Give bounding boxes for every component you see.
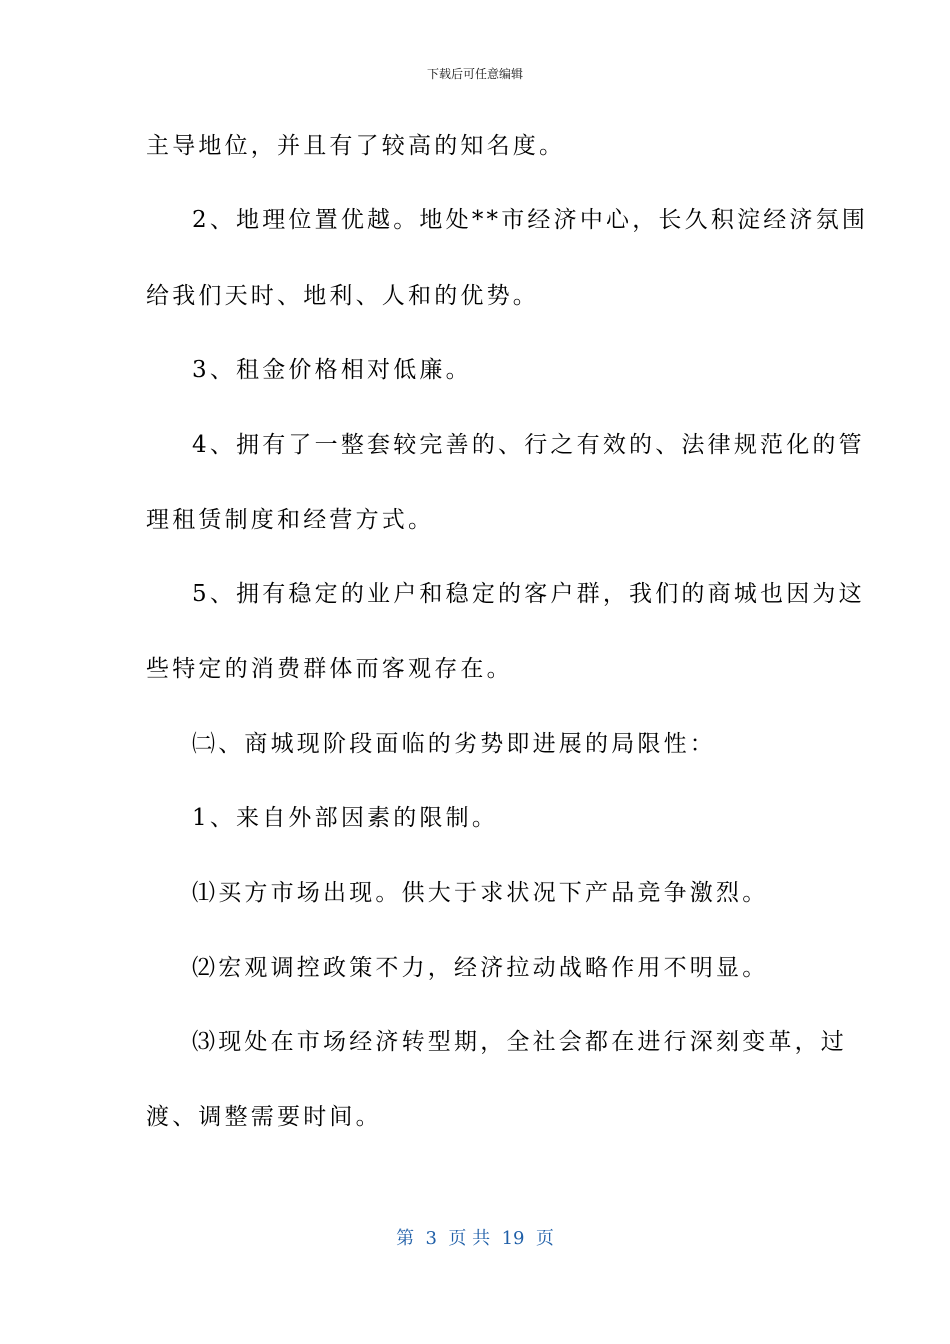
paragraph-line-8: 些特定的消费群体而客观存在。 (146, 656, 513, 682)
paragraph-line-14: 渡、调整需要时间。 (146, 1104, 382, 1130)
paragraph-line-4: 3、租金价格相对低廉。 (192, 357, 472, 383)
paragraph-line-3: 给我们天时、地利、人和的优势。 (146, 283, 539, 309)
paragraph-line-11: ⑴买方市场出现。供大于求状况下产品竞争激烈。 (192, 880, 769, 906)
section-heading-line: ㈡、商城现阶段面临的劣势即进展的局限性： (192, 731, 716, 757)
page-number-footer: 第 3 页 共 19 页 (396, 1228, 554, 1249)
paragraph-line-7: 5、拥有稳定的业户和稳定的客户群，我们的商城也因为这 (192, 581, 865, 607)
paragraph-line-13: ⑶现处在市场经济转型期，全社会都在进行深刻变革，过 (192, 1029, 847, 1055)
paragraph-line-10: 1、来自外部因素的限制。 (192, 805, 499, 831)
paragraph-line-5: 4、拥有了一整套较完善的、行之有效的、法律规范化的管 (192, 432, 865, 458)
paragraph-line-12: ⑵宏观调控政策不力，经济拉动战略作用不明显。 (192, 955, 769, 981)
paragraph-line-6: 理租赁制度和经营方式。 (146, 507, 435, 533)
page-header: 下载后可任意编辑 (426, 67, 523, 81)
paragraph-line-2: 2、地理位置优越。地处**市经济中心，长久积淀经济氛围 (192, 207, 869, 233)
paragraph-line-1: 主导地位，并且有了较高的知名度。 (146, 133, 566, 159)
